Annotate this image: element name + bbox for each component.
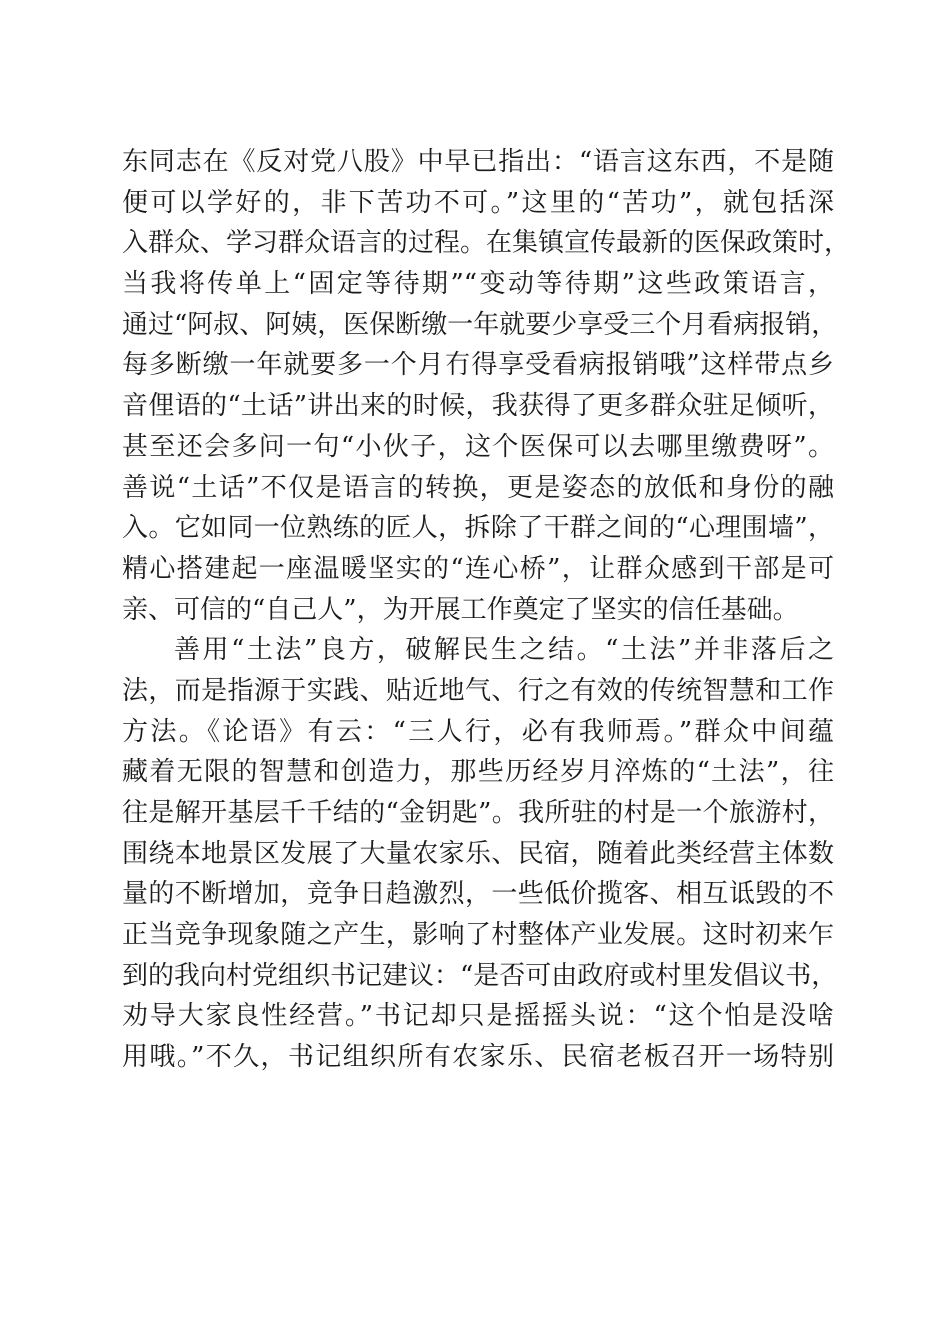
text-line: 量的不断增加，竞争日趋激烈，一些低价揽客、相互诋毁的不: [122, 879, 834, 910]
body-text: [122, 142, 851, 1078]
text-line: 方法。《论语》有云：“三人行，必有我师焉。”群众中间蕴: [122, 716, 834, 747]
text-line: 东同志在《反对党八股》中早已指出：“语言这东西，不是随: [122, 147, 834, 177]
text-line: 当我将传单上“固定等待期”“变动等待期”这些政策语言，: [122, 269, 834, 300]
text-line: 围绕本地景区发展了大量农家乐、民宿，随着此类经营主体数: [122, 838, 834, 869]
text-line: 到的我向村党组织书记建议：“是否可由政府或村里发倡议书，: [122, 960, 838, 991]
text-line: 入。它如同一位熟练的匠人，拆除了干群之间的“心理围墙”，: [122, 513, 834, 544]
text-line: 便可以学好的，非下苦功不可。”这里的“苦功”，就包括深: [122, 187, 834, 218]
text-line: 精心搭建起一座温暖坚实的“连心桥”，让群众感到干部是可: [122, 553, 834, 584]
text-line: 亲、可信的“自己人”，为开展工作奠定了坚实的信任基础。: [122, 594, 799, 625]
text-line: 音俚语的“土话”讲出来的时候，我获得了更多群众驻足倾听，: [122, 391, 834, 422]
text-line: 甚至还会多问一句“小伙子，这个医保可以去哪里缴费呀”。: [122, 431, 834, 462]
text-line: 入群众、学习群众语言的过程。在集镇宣传最新的医保政策时，: [122, 228, 851, 259]
text-line: 往是解开基层千千结的“金钥匙”。我所驻的村是一个旅游村，: [122, 798, 834, 828]
text-line: 用哦。”不久，书记组织所有农家乐、民宿老板召开一场特别: [122, 1042, 834, 1073]
text-line: 每多断缴一年就要多一个月冇得享受看病报销哦”这样带点乡: [122, 350, 834, 381]
paragraph-first-line: 善用“土法”良方，破解民生之结。“土法”并非落后之: [174, 635, 834, 666]
text-line: 法，而是指源于实践、贴近地气、行之有效的传统智慧和工作: [122, 675, 834, 706]
text-line: 善说“土话”不仅是语言的转换，更是姿态的放低和身份的融: [122, 472, 834, 503]
text-line: 藏着无限的智慧和创造力，那些历经岁月淬炼的“土法”，往: [122, 757, 834, 788]
text-line: 正当竞争现象随之产生，影响了村整体产业发展。这时初来乍: [122, 920, 834, 951]
text-line: 通过“阿叔、阿姨，医保断缴一年就要少享受三个月看病报销，: [122, 309, 838, 340]
text-line: 劝导大家良性经营。”书记却只是摇摇头说：“这个怕是没啥: [122, 1001, 834, 1032]
